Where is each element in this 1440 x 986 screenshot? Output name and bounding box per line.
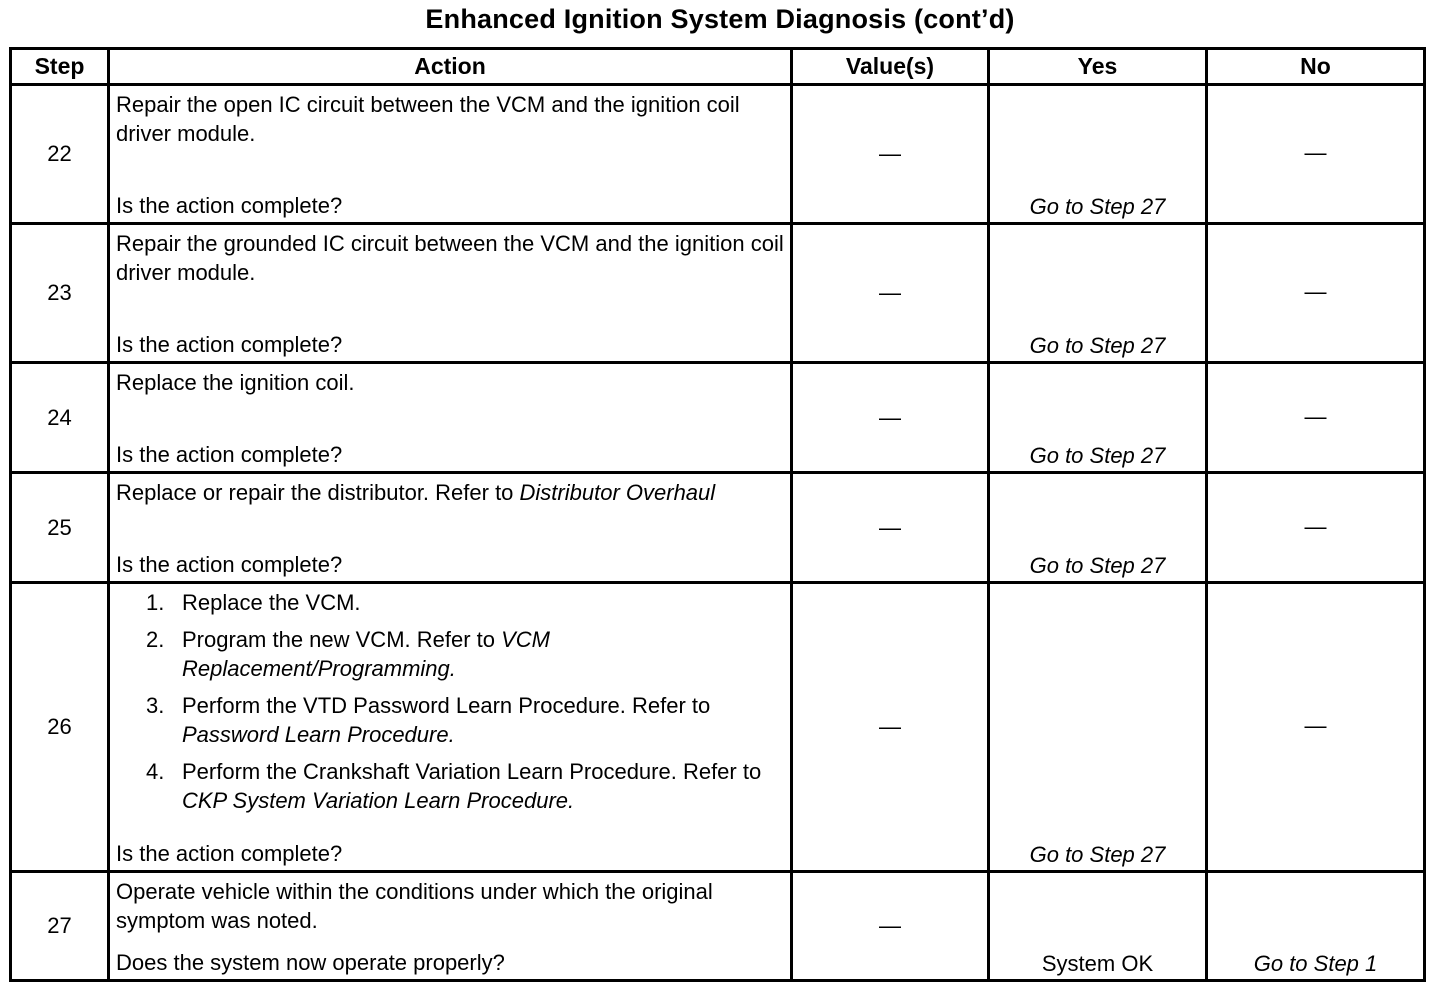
action-cell	[109, 473, 792, 583]
diagnosis-table	[9, 47, 1426, 982]
list-item	[116, 588, 784, 617]
list-item	[116, 691, 784, 749]
header-row	[11, 49, 1425, 85]
step-number: 26	[11, 583, 109, 872]
list-item-number: 2.	[146, 627, 165, 652]
action-text: Replace the ignition coil.	[116, 370, 355, 395]
step-number: 25	[11, 473, 109, 583]
action-cell	[109, 85, 792, 224]
action-cell	[109, 583, 792, 872]
list-item	[116, 757, 784, 815]
yes-cell: Go to Step 27	[989, 583, 1207, 872]
table-row	[11, 224, 1425, 363]
action-question: Is the action complete?	[116, 552, 343, 577]
no-cell: —	[1207, 85, 1425, 224]
table-row	[11, 363, 1425, 473]
no-cell: —	[1207, 473, 1425, 583]
no-cell: —	[1207, 583, 1425, 872]
yes-cell: Go to Step 27	[989, 224, 1207, 363]
no-cell: —	[1207, 363, 1425, 473]
list-item-number: 3.	[146, 693, 165, 718]
header-action: Action	[109, 49, 792, 85]
action-text-plain: Replace or repair the distributor. Refer to	[116, 480, 520, 505]
table-row	[11, 583, 1425, 872]
list-item-text: Perform the VTD Password Learn Procedure. Refer to	[182, 693, 711, 718]
action-cell	[109, 224, 792, 363]
list-item	[116, 625, 784, 683]
list-item-reference: VCM Replacement/Programming.	[182, 627, 551, 681]
value-cell: —	[792, 872, 989, 981]
action-text: Repair the open IC circuit between the VCM and the ignition coil driver module.	[116, 92, 740, 146]
action-cell	[109, 363, 792, 473]
step-number: 24	[11, 363, 109, 473]
action-reference: Distributor Overhaul	[519, 480, 716, 505]
list-item-number: 4.	[146, 759, 165, 784]
action-cell	[109, 872, 792, 981]
yes-cell: Go to Step 27	[989, 473, 1207, 583]
no-cell: Go to Step 1	[1207, 872, 1425, 981]
no-cell: —	[1207, 224, 1425, 363]
header-step: Step	[11, 49, 109, 85]
value-cell: —	[792, 473, 989, 583]
header-values: Value(s)	[792, 49, 989, 85]
list-item-text: Perform the Crankshaft Variation Learn Procedure. Refer to	[182, 759, 762, 784]
step-number: 22	[11, 85, 109, 224]
action-question: Does the system now operate properly?	[116, 950, 505, 975]
action-text: Repair the grounded IC circuit between the VCM and the ignition coil driver module.	[116, 231, 784, 285]
list-item-text: Replace the VCM.	[182, 590, 361, 615]
page-title: Enhanced Ignition System Diagnosis (cont’d)	[425, 4, 1015, 34]
table-row	[11, 85, 1425, 224]
yes-cell: Go to Step 27	[989, 85, 1207, 224]
action-question: Is the action complete?	[116, 841, 343, 866]
list-item-reference: Password Learn Procedure.	[182, 722, 455, 747]
action-question: Is the action complete?	[116, 193, 343, 218]
action-question: Is the action complete?	[116, 332, 343, 357]
action-steps-list	[116, 588, 784, 815]
action-text: Operate vehicle within the conditions under which the original symptom was noted.	[116, 879, 713, 933]
list-item-number: 1.	[146, 590, 165, 615]
header-no: No	[1207, 49, 1425, 85]
table-row	[11, 473, 1425, 583]
yes-cell: Go to Step 27	[989, 363, 1207, 473]
value-cell: —	[792, 85, 989, 224]
list-item-text: Program the new VCM. Refer to	[182, 627, 502, 652]
action-text	[116, 478, 784, 507]
step-number: 27	[11, 872, 109, 981]
table-row	[11, 872, 1425, 981]
value-cell: —	[792, 224, 989, 363]
yes-cell: System OK	[989, 872, 1207, 981]
action-question: Is the action complete?	[116, 442, 343, 467]
value-cell: —	[792, 583, 989, 872]
value-cell: —	[792, 363, 989, 473]
step-number: 23	[11, 224, 109, 363]
header-yes: Yes	[989, 49, 1207, 85]
list-item-reference: CKP System Variation Learn Procedure.	[182, 788, 575, 813]
